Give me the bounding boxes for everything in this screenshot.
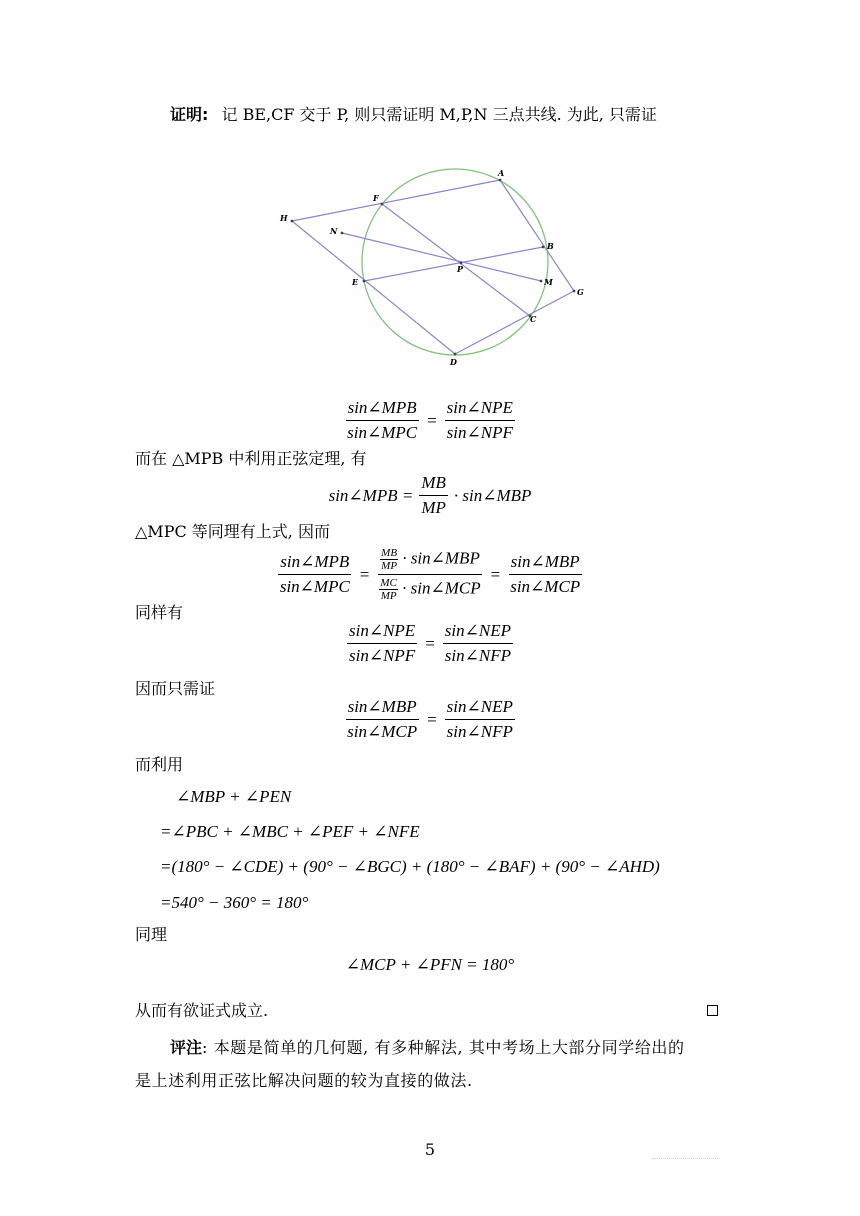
equation-1: $\frac{\text{sin∠MPB}}{\text{sin∠MPC}}$ = $\frac{\text{sin∠NPE}}{\text{sin∠NPF}}$ <box>347 398 513 442</box>
chain-line-2: =∠PBC + ∠MBC + ∠PEF + ∠NFE <box>160 822 420 841</box>
label-C: C <box>530 314 537 324</box>
eq5-right-denominator: sin∠NFP <box>446 722 513 741</box>
eq3-m1-rest: · sin∠MBP <box>402 548 480 568</box>
page-number: 5 <box>424 1140 436 1159</box>
eq3-middle-denominator <box>377 575 482 602</box>
eq5-left-denominator: sin∠MCP <box>347 722 418 741</box>
proof-intro-text: 记 BE,CF 交于 P, 则只需证明 M,P,N 三点共线. 为此, 只需证 <box>221 105 657 124</box>
segment-EB <box>364 247 543 281</box>
eq2-left: sin∠MPB = <box>328 485 414 505</box>
chain-line-4: =540° − 360° = 180° <box>160 893 309 912</box>
label-A: A <box>498 168 505 178</box>
eq1-left-numerator: sin∠MPB <box>346 398 419 421</box>
eq5-right-numerator: sin∠NEP <box>445 697 515 720</box>
eq3-left-denominator: sin∠MPC <box>279 577 350 596</box>
circumcircle <box>362 169 548 355</box>
label-E: E <box>352 277 359 287</box>
proof-intro-line <box>170 104 657 126</box>
label-B: B <box>547 241 554 251</box>
label-P: P <box>457 264 464 274</box>
eq5-left-numerator: sin∠MBP <box>346 697 419 720</box>
eq2-right: · sin∠MBP <box>453 485 532 505</box>
remark-text-1: : 本题是简单的几何题, 有多种解法, 其中考场上大部分同学给出的 <box>202 1038 685 1057</box>
equation-6: ∠MCP + ∠PFN = 180° <box>345 955 515 974</box>
text-same-reason: 同理 <box>135 925 168 944</box>
chain-line-1: ∠MBP + ∠PEN <box>176 787 292 806</box>
text-likewise: 同样有 <box>135 603 184 622</box>
eq1-right-numerator: sin∠NPE <box>445 398 515 421</box>
eq3-m1-den: MP <box>381 560 398 572</box>
remark-line-1 <box>170 1037 685 1059</box>
conclusion-text: 从而有欲证式成立. <box>135 1001 269 1020</box>
label-H: H <box>280 213 288 223</box>
label-N: N <box>330 226 338 236</box>
label-G: G <box>577 287 584 297</box>
remark-label: 评注 <box>170 1038 203 1057</box>
text-similarly: △MPC 等同理有上式, 因而 <box>135 522 330 541</box>
equation-5: $\frac{\text{sin∠MBP}}{\text{sin∠MCP}}$ = $\frac{\text{sin∠NEP}}{\text{sin∠NFP}}$ <box>347 697 513 741</box>
label-F: F <box>373 193 379 203</box>
eq3-m2-den: MP <box>380 590 397 602</box>
eq4-left-denominator: sin∠NPF <box>349 646 416 665</box>
footer-mark <box>652 1158 720 1159</box>
chain-line-3: =(180° − ∠CDE) + (90° − ∠BGC) + (180° − ∠BAF) + (90° − ∠AHD) <box>160 857 660 876</box>
eq4-left-numerator: sin∠NPE <box>347 621 417 644</box>
eq4-right-denominator: sin∠NFP <box>444 646 511 665</box>
eq1-left-denominator: sin∠MPC <box>347 423 418 442</box>
eq3-left-numerator: sin∠MPB <box>278 552 351 575</box>
proof-label: 证明: <box>170 105 209 124</box>
eq3-m2-rest: · sin∠MCP <box>402 578 481 598</box>
remark-line-2: 是上述利用正弦比解决问题的较为直接的做法. <box>135 1071 473 1090</box>
eq3-m2-num: MC <box>380 577 397 589</box>
eq2-frac-denominator: MP <box>421 498 446 517</box>
label-D: D <box>450 357 457 367</box>
equation-3: $\frac{\text{sin∠MPB}}{\text{sin∠MPC}}$ = $\frac{MB}{MP}$ · sin∠MBP $\frac{MC}{MP}$ · sin∠MCP = $\frac{\text{sin∠MBP}}{\text{sin∠MCP}}$ <box>279 547 581 602</box>
eq3-right-denominator: sin∠MCP <box>510 577 581 596</box>
eq3-right-numerator: sin∠MBP <box>509 552 582 575</box>
text-sine-law-intro: 而在 △MPB 中利用正弦定理, 有 <box>135 449 367 468</box>
eq3-m1-num: MB <box>381 547 398 559</box>
label-M: M <box>544 277 553 287</box>
segment-GD <box>455 291 574 354</box>
geometry-figure <box>270 160 600 375</box>
text-using: 而利用 <box>135 755 184 774</box>
eq1-right-denominator: sin∠NPF <box>446 423 513 442</box>
equation-2 <box>0 473 860 518</box>
text-only-need: 因而只需证 <box>135 679 216 698</box>
qed-square-icon <box>707 1005 718 1016</box>
equation-4: $\frac{\text{sin∠NPE}}{\text{sin∠NPF}}$ = $\frac{\text{sin∠NEP}}{\text{sin∠NFP}}$ <box>349 621 511 665</box>
segment-NM <box>342 233 541 281</box>
eq4-right-numerator: sin∠NEP <box>443 621 513 644</box>
eq3-middle-numerator <box>378 547 482 575</box>
eq2-frac-numerator: MB <box>419 473 448 496</box>
